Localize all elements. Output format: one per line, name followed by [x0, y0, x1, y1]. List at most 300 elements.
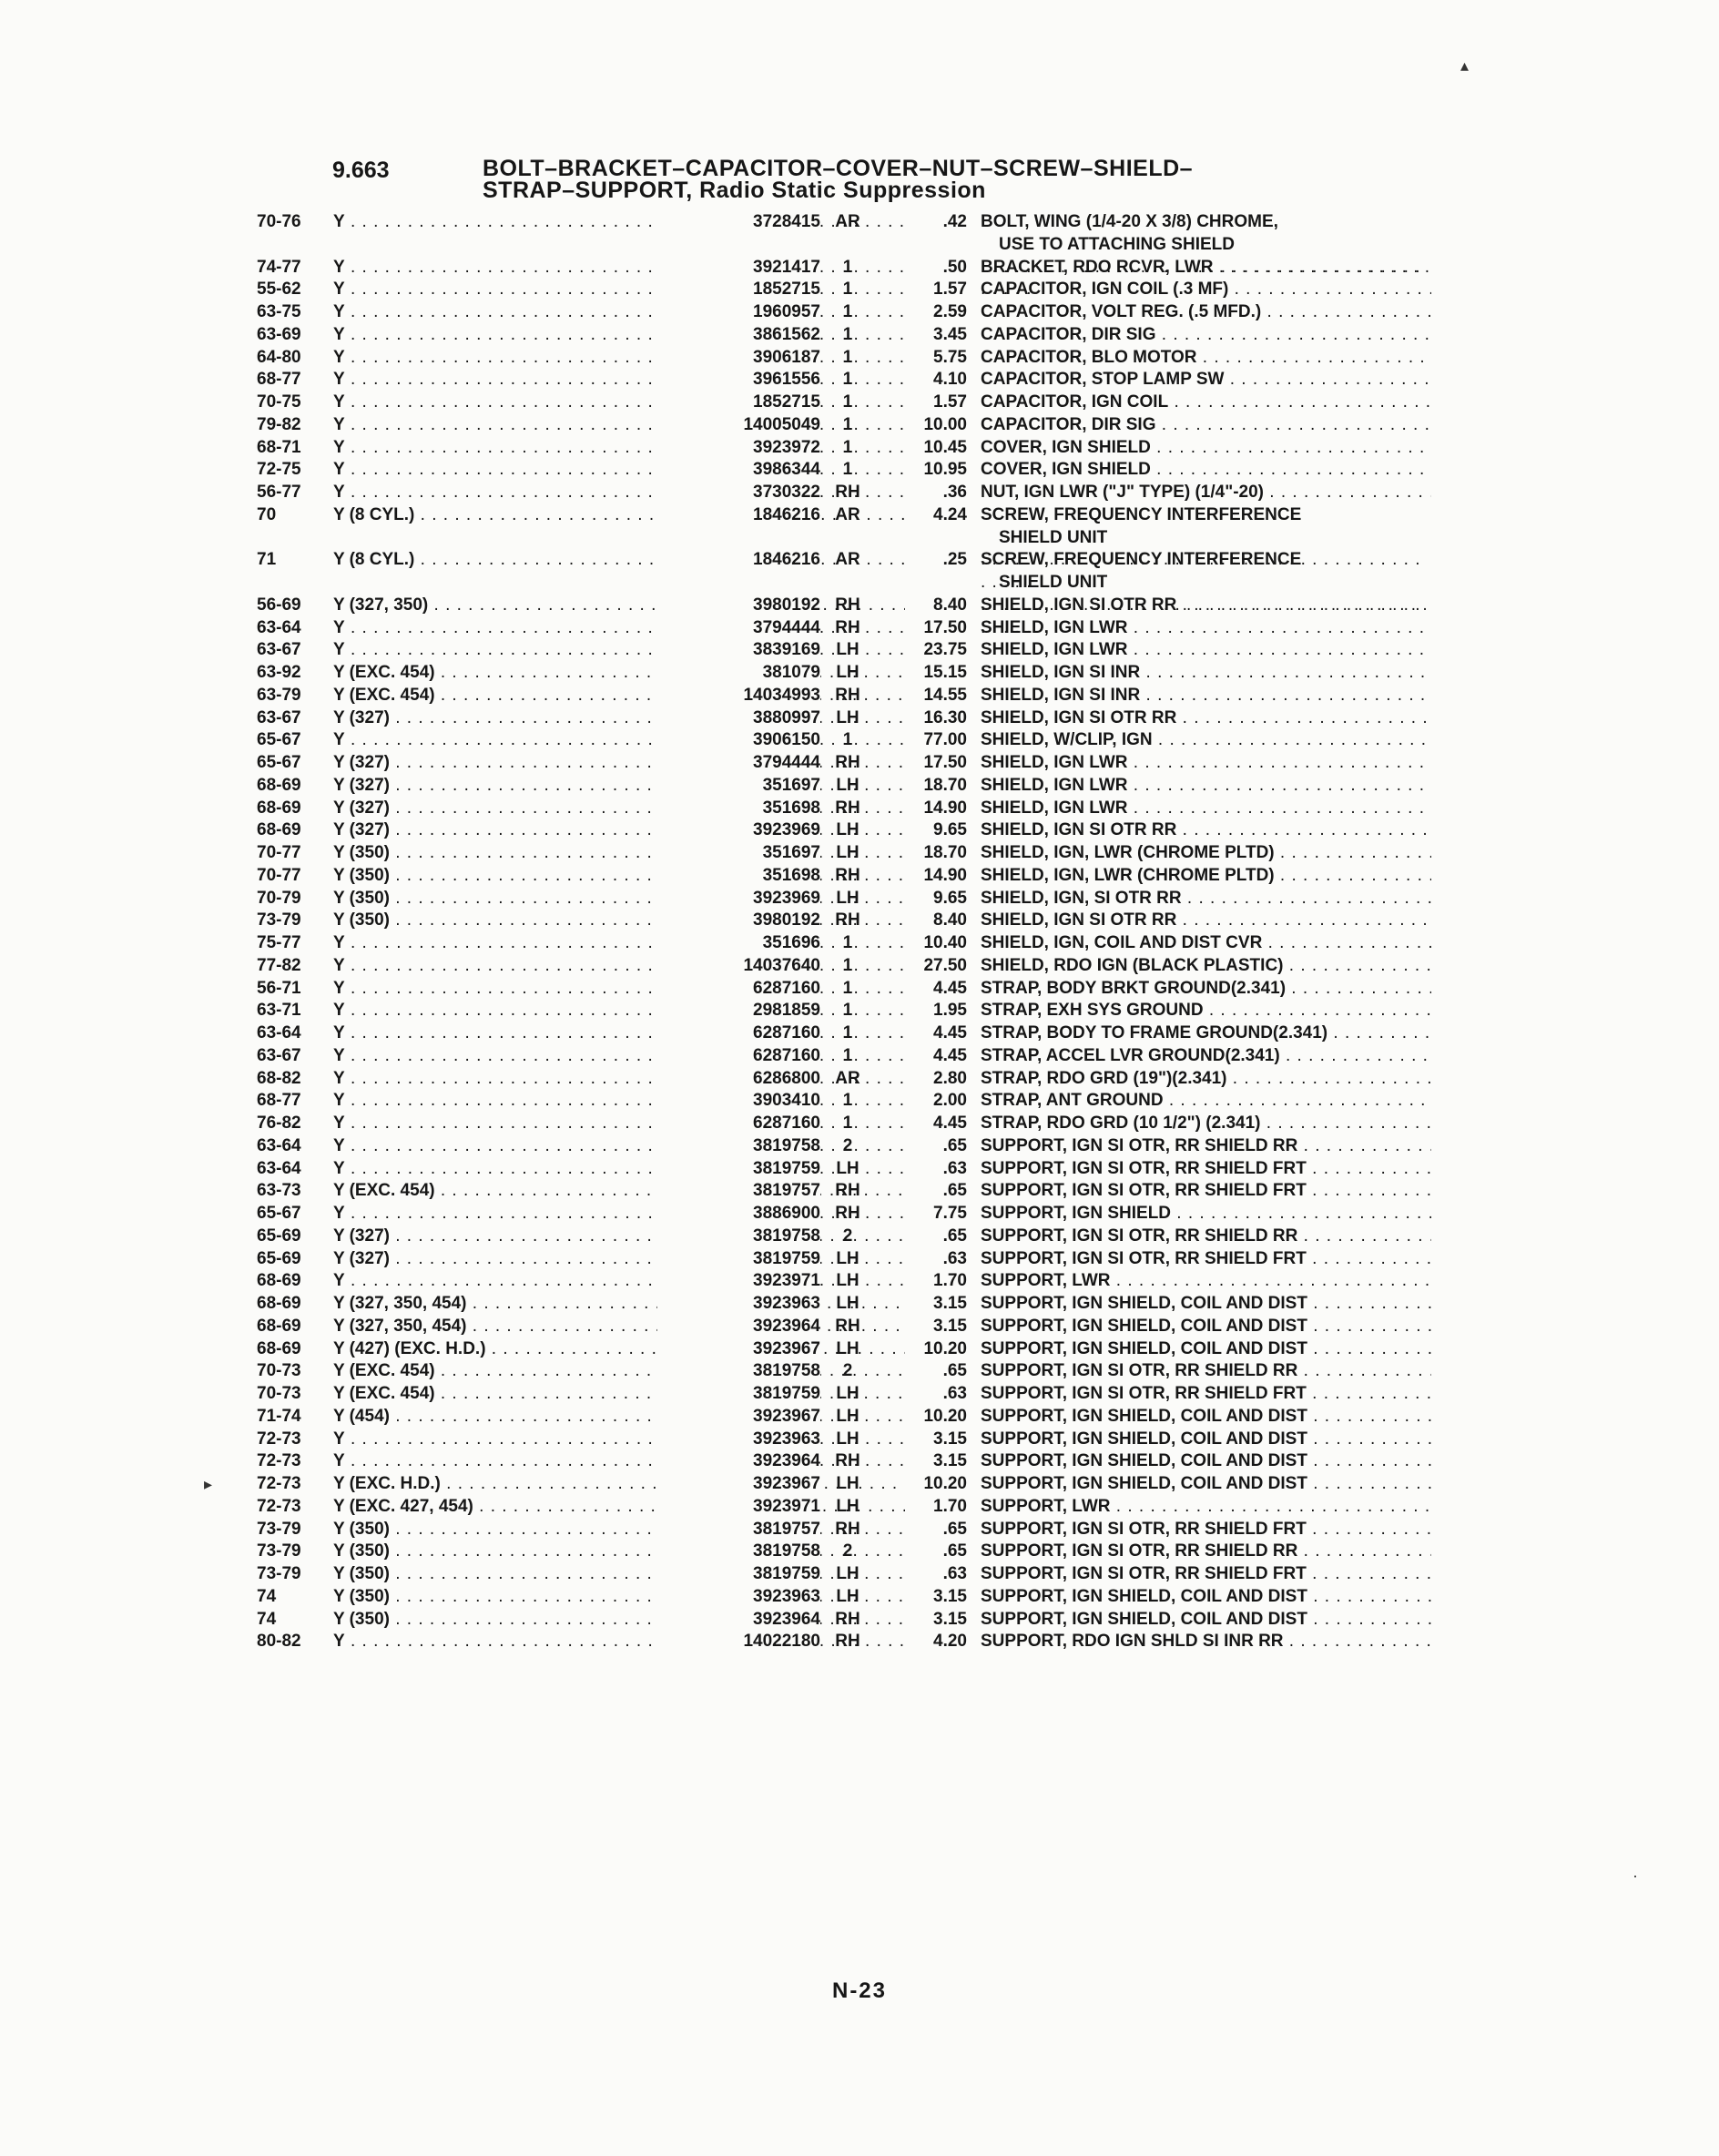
year-cell: 68-69 [257, 775, 301, 795]
part-number-cell: 3730322 [657, 482, 820, 504]
part-number-cell: 3923972 [657, 437, 820, 460]
year-cell: 63-64 [257, 1158, 301, 1178]
price-cell: 1.95 [933, 1001, 967, 1021]
quantity-cell: RH [835, 595, 860, 615]
model-cell: Y . . . [333, 437, 905, 460]
part-number-cell: 381079 [657, 662, 820, 685]
quantity-cell: 1 [842, 955, 853, 975]
part-number-cell: 3839169 [657, 639, 820, 662]
year-cell: 73-79 [257, 1564, 301, 1583]
year-cell: 68-69 [257, 1316, 301, 1336]
price-cell: 9.65 [933, 888, 967, 908]
part-number-cell: 6287160 [657, 978, 820, 1001]
price-cell: 27.50 [923, 955, 967, 975]
year-cell: 65-69 [257, 1225, 301, 1246]
year-cell: 55-62 [257, 280, 301, 300]
year-cell: 75-77 [257, 933, 301, 952]
price-cell: 10.40 [923, 933, 967, 952]
table-row [257, 1180, 1431, 1203]
year-cell: 68-69 [257, 1294, 301, 1313]
table-row [257, 1248, 1431, 1271]
year-cell: 77-82 [257, 955, 301, 975]
quantity-cell: 1 [842, 1091, 853, 1111]
price-cell: 15.15 [923, 663, 967, 682]
price-cell: 9.65 [933, 820, 967, 840]
quantity-cell: 1 [842, 257, 853, 277]
model-cell: Y . . . [333, 1135, 905, 1158]
model-cell: Y . . . [333, 1450, 905, 1473]
price-cell: 77.00 [923, 730, 967, 750]
page-number: N-23 [831, 1978, 888, 2003]
table-row [257, 819, 1431, 842]
part-number-cell: 3819759 [657, 1563, 820, 1586]
model-cell: Y (327) . . . [333, 775, 905, 798]
price-cell: 10.20 [923, 1406, 967, 1426]
table-row [257, 1338, 1431, 1361]
parts-list [257, 211, 1431, 1653]
price-cell: 4.45 [933, 1114, 967, 1133]
quantity-cell: 1 [842, 370, 853, 390]
table-row [257, 775, 1431, 798]
table-row [257, 1203, 1431, 1225]
table-row [257, 504, 1431, 550]
quantity-cell: RH [835, 1316, 860, 1336]
year-cell: 68-77 [257, 370, 301, 390]
year-cell: 68-77 [257, 1091, 301, 1111]
price-cell: 8.40 [933, 910, 967, 931]
model-cell: Y (327, 350, 454) . . . [333, 1316, 905, 1338]
model-cell: Y . . . [333, 1270, 905, 1293]
model-cell: Y (EXC. 427, 454) . . . [333, 1496, 905, 1519]
table-row [257, 842, 1431, 865]
model-cell: Y (350) . . . [333, 842, 905, 865]
description-line-1: BOLT, WING (1/4-20 X 3/8) CHROME, [981, 212, 1278, 231]
table-row [257, 752, 1431, 775]
quantity-cell: AR [835, 504, 860, 524]
year-cell: 63-67 [257, 707, 301, 727]
price-cell: .65 [942, 1181, 967, 1201]
quantity-cell: RH [835, 1632, 860, 1652]
year-cell: 72-75 [257, 460, 301, 480]
year-cell: 63-75 [257, 302, 301, 321]
description-cell: SUPPORT, IGN SHIELD, COIL AND DIST . . . [981, 1473, 1431, 1496]
price-cell: .65 [942, 1135, 967, 1155]
model-cell: Y . . . [333, 324, 905, 347]
table-row [257, 459, 1431, 482]
description-line-2: SHIELD UNIT [999, 527, 1108, 547]
price-cell: 17.50 [923, 617, 967, 637]
table-row [257, 279, 1431, 301]
model-cell: Y . . . [333, 1068, 905, 1091]
part-number-cell: 3923971 [657, 1496, 820, 1519]
model-cell: Y . . . [333, 955, 905, 978]
description-cell: SHIELD, IGN SI OTR RR . . . [981, 819, 1431, 842]
description-cell: SUPPORT, IGN SHIELD . . . [981, 1203, 1431, 1225]
price-cell: 5.75 [933, 347, 967, 367]
table-row [257, 1045, 1431, 1068]
table-row [257, 1158, 1431, 1181]
year-cell: 68-69 [257, 1338, 301, 1358]
scan-speck: · [1633, 1866, 1638, 1885]
model-cell: Y . . . [333, 1022, 905, 1045]
model-cell: Y . . . [333, 729, 905, 752]
table-row [257, 324, 1431, 347]
price-cell: 10.95 [923, 460, 967, 480]
quantity-cell: LH [836, 1586, 860, 1606]
price-cell: .63 [942, 1564, 967, 1583]
description-cell: SUPPORT, IGN SI OTR, RR SHIELD FRT . . . [981, 1180, 1431, 1203]
quantity-cell: LH [836, 1406, 860, 1426]
part-number-cell: 1852715 [657, 279, 820, 301]
year-cell: 56-71 [257, 978, 301, 998]
model-cell: Y . . . [333, 1631, 905, 1653]
model-cell: Y (327) . . . [333, 752, 905, 775]
part-number-cell: 3819758 [657, 1360, 820, 1383]
model-cell: Y (8 CYL.) . . . [333, 549, 905, 572]
year-cell: 70-73 [257, 1384, 301, 1403]
description-cell: SUPPORT, IGN SHIELD, COIL AND DIST . . . [981, 1429, 1431, 1451]
part-number-cell: 2981859 [657, 1000, 820, 1022]
table-row [257, 211, 1431, 257]
part-number-cell: 1846216 [657, 549, 820, 572]
model-cell: Y (327) . . . [333, 1248, 905, 1271]
table-row [257, 301, 1431, 324]
model-cell: Y . . . [333, 257, 905, 280]
price-cell: .65 [942, 1225, 967, 1246]
model-cell: Y (327, 350) . . . [333, 595, 905, 617]
model-cell: Y (350) . . . [333, 888, 905, 910]
table-row [257, 1135, 1431, 1158]
year-cell: 79-82 [257, 414, 301, 434]
quantity-cell: 1 [842, 730, 853, 750]
price-cell: 16.30 [923, 707, 967, 727]
model-cell: Y (427) (EXC. H.D.) . . . [333, 1338, 905, 1361]
year-cell: 64-80 [257, 347, 301, 367]
year-cell: 68-71 [257, 437, 301, 457]
quantity-cell: 1 [842, 302, 853, 321]
part-number-cell: 3819757 [657, 1519, 820, 1541]
price-cell: 10.20 [923, 1474, 967, 1493]
price-cell: .36 [942, 483, 967, 502]
model-cell: Y (EXC. 454) . . . [333, 662, 905, 685]
year-cell: 63-64 [257, 1023, 301, 1042]
year-cell: 56-69 [257, 595, 301, 615]
year-cell: 65-67 [257, 1204, 301, 1223]
part-number-cell: 3906187 [657, 347, 820, 370]
year-cell: 72-73 [257, 1474, 301, 1493]
description-cell: CAPACITOR, DIR SIG . . . [981, 414, 1431, 437]
table-row [257, 1360, 1431, 1383]
quantity-cell: RH [835, 753, 860, 772]
model-cell: Y . . . [333, 369, 905, 392]
description-line-2: SHIELD UNIT [999, 573, 1108, 592]
model-cell: Y (350) . . . [333, 1609, 905, 1632]
quantity-cell: RH [835, 483, 860, 502]
description-cell: SHIELD, IGN SI INR . . . [981, 685, 1431, 707]
scan-speck: ▴ [1460, 56, 1470, 75]
price-cell: 1.70 [933, 1271, 967, 1291]
table-row [257, 1586, 1431, 1609]
price-cell: 4.45 [933, 1023, 967, 1042]
part-number-cell: 14037640 [657, 955, 820, 978]
model-cell: Y (EXC. 454) . . . [333, 1180, 905, 1203]
price-cell: 1.57 [933, 280, 967, 300]
part-number-cell: 3923963 [657, 1429, 820, 1451]
description-cell: SHIELD, IGN LWR . . . [981, 617, 1431, 640]
quantity-cell: AR [835, 550, 860, 570]
description-cell: SUPPORT, LWR . . . [981, 1496, 1431, 1519]
quantity-cell: RH [835, 1451, 860, 1471]
description-cell: SHIELD, IGN LWR . . . [981, 798, 1431, 820]
model-cell: Y (350) . . . [333, 865, 905, 888]
year-cell: 65-67 [257, 730, 301, 750]
part-number-cell: 3923964 [657, 1450, 820, 1473]
table-row [257, 369, 1431, 392]
section-number: 9.663 [332, 158, 390, 183]
description-cell: SUPPORT, IGN SI OTR, RR SHIELD RR . . . [981, 1225, 1431, 1248]
description-cell: SUPPORT, IGN SHIELD, COIL AND DIST . . . [981, 1586, 1431, 1609]
part-number-cell: 3923963 [657, 1293, 820, 1316]
price-cell: 18.70 [923, 843, 967, 862]
model-cell: Y (EXC. H.D.) . . . [333, 1473, 905, 1496]
quantity-cell: 1 [842, 1001, 853, 1021]
price-cell: 3.15 [933, 1586, 967, 1606]
price-cell: 10.20 [923, 1338, 967, 1358]
model-cell: Y (327) . . . [333, 707, 905, 730]
part-number-cell: 3728415 [657, 211, 820, 234]
year-cell: 63-64 [257, 617, 301, 637]
year-cell: 76-82 [257, 1114, 301, 1133]
year-cell: 73-79 [257, 1519, 301, 1539]
year-cell: 70-77 [257, 843, 301, 862]
model-cell: Y . . . [333, 1090, 905, 1113]
price-cell: 1.57 [933, 392, 967, 412]
part-number-cell: 3923967 [657, 1406, 820, 1429]
quantity-cell: LH [836, 843, 860, 862]
table-row [257, 1406, 1431, 1429]
table-row [257, 1090, 1431, 1113]
description-cell: STRAP, ACCEL LVR GROUND(2.341) . . . [981, 1045, 1431, 1068]
quantity-cell: LH [836, 1564, 860, 1583]
part-number-cell: 351697 [657, 842, 820, 865]
price-cell: 4.45 [933, 1045, 967, 1065]
quantity-cell: 1 [842, 1045, 853, 1065]
description-cell: CAPACITOR, IGN COIL . . . [981, 392, 1431, 414]
price-cell: 2.00 [933, 1091, 967, 1111]
table-row [257, 978, 1431, 1001]
table-row [257, 707, 1431, 730]
description-cell: SHIELD, IGN SI OTR RR . . . [981, 707, 1431, 730]
quantity-cell: LH [836, 1338, 860, 1358]
part-number-cell: 3819757 [657, 1180, 820, 1203]
table-row [257, 1473, 1431, 1496]
description-cell: SHIELD, IGN, SI OTR RR . . . [981, 888, 1431, 910]
part-number-cell: 14022180 [657, 1631, 820, 1653]
price-cell: .50 [942, 257, 967, 277]
year-cell: 63-73 [257, 1181, 301, 1201]
description-cell: SUPPORT, RDO IGN SHLD SI INR RR . . . [981, 1631, 1431, 1653]
part-number-cell: 3923971 [657, 1270, 820, 1293]
year-cell: 56-77 [257, 483, 301, 502]
quantity-cell: 1 [842, 324, 853, 344]
model-cell: Y (EXC. 454) . . . [333, 685, 905, 707]
quantity-cell: 1 [842, 280, 853, 300]
part-number-cell: 3819758 [657, 1541, 820, 1563]
table-row [257, 1541, 1431, 1563]
part-number-cell: 1852715 [657, 392, 820, 414]
price-cell: 2.80 [933, 1068, 967, 1088]
part-number-cell: 6286800 [657, 1068, 820, 1091]
year-cell: 70 [257, 504, 277, 524]
table-row [257, 1519, 1431, 1541]
price-cell: .42 [942, 212, 967, 231]
description-cell: SHIELD, IGN, LWR (CHROME PLTD) . . . [981, 865, 1431, 888]
description-cell: SUPPORT, IGN SHIELD, COIL AND DIST . . . [981, 1316, 1431, 1338]
quantity-cell: RH [835, 1204, 860, 1223]
part-number-cell: 3861562 [657, 324, 820, 347]
table-row [257, 1429, 1431, 1451]
table-row [257, 617, 1431, 640]
quantity-cell: 1 [842, 460, 853, 480]
description-cell: SUPPORT, IGN SI OTR, RR SHIELD FRT . . . [981, 1158, 1431, 1181]
model-cell: Y (327) . . . [333, 819, 905, 842]
quantity-cell: LH [836, 640, 860, 660]
year-cell: 72-73 [257, 1496, 301, 1516]
price-cell: 2.59 [933, 302, 967, 321]
model-cell: Y . . . [333, 347, 905, 370]
year-cell: 74-77 [257, 257, 301, 277]
year-cell: 63-71 [257, 1001, 301, 1021]
table-row [257, 1225, 1431, 1248]
quantity-cell: LH [836, 1384, 860, 1403]
year-cell: 68-69 [257, 1271, 301, 1291]
part-number-cell: 3980192 [657, 595, 820, 617]
table-row [257, 595, 1431, 617]
quantity-cell: LH [836, 888, 860, 908]
year-cell: 72-73 [257, 1451, 301, 1471]
model-cell: Y . . . [333, 1113, 905, 1135]
year-cell: 71-74 [257, 1406, 301, 1426]
description-cell: SUPPORT, IGN SI OTR, RR SHIELD FRT . . . [981, 1519, 1431, 1541]
description-cell: SUPPORT, IGN SI OTR, RR SHIELD RR . . . [981, 1135, 1431, 1158]
description-cell: SUPPORT, IGN SHIELD, COIL AND DIST . . . [981, 1406, 1431, 1429]
quantity-cell: RH [835, 1181, 860, 1201]
quantity-cell: LH [836, 663, 860, 682]
scan-speck: ▸ [204, 1475, 213, 1493]
part-number-cell: 3886900 [657, 1203, 820, 1225]
quantity-cell: RH [835, 798, 860, 818]
description-cell: SUPPORT, LWR . . . [981, 1270, 1431, 1293]
year-cell: 74 [257, 1609, 277, 1629]
description-cell: CAPACITOR, STOP LAMP SW . . . [981, 369, 1431, 392]
price-cell: 17.50 [923, 753, 967, 772]
table-row [257, 414, 1431, 437]
quantity-cell: 1 [842, 437, 853, 457]
part-number-cell: 351696 [657, 932, 820, 955]
description-cell: CAPACITOR, DIR SIG . . . [981, 324, 1431, 347]
description-cell: SHIELD, IGN, LWR (CHROME PLTD) . . . [981, 842, 1431, 865]
quantity-cell: 1 [842, 1023, 853, 1042]
table-row [257, 729, 1431, 752]
table-row [257, 392, 1431, 414]
part-number-cell: 3819759 [657, 1158, 820, 1181]
part-number-cell: 3819758 [657, 1135, 820, 1158]
year-cell: 71 [257, 550, 277, 570]
quantity-cell: LH [836, 775, 860, 795]
price-cell: .63 [942, 1384, 967, 1403]
description-cell: SHIELD, IGN LWR . . . [981, 775, 1431, 798]
table-row [257, 1000, 1431, 1022]
table-row [257, 955, 1431, 978]
description-cell: CAPACITOR, BLO MOTOR . . . [981, 347, 1431, 370]
model-cell: Y (EXC. 454) . . . [333, 1383, 905, 1406]
price-cell: 14.55 [923, 685, 967, 705]
price-cell: 8.40 [933, 595, 967, 615]
table-row [257, 639, 1431, 662]
table-row [257, 1496, 1431, 1519]
model-cell: Y . . . [333, 1000, 905, 1022]
price-cell: .63 [942, 1248, 967, 1268]
model-cell: Y . . . [333, 279, 905, 301]
description-cell: SUPPORT, IGN SI OTR, RR SHIELD FRT . . . [981, 1383, 1431, 1406]
description-cell: SUPPORT, IGN SI OTR, RR SHIELD FRT . . . [981, 1248, 1431, 1271]
table-row [257, 437, 1431, 460]
quantity-cell: LH [836, 1248, 860, 1268]
table-row [257, 910, 1431, 932]
quantity-cell: 1 [842, 978, 853, 998]
year-cell: 68-69 [257, 798, 301, 818]
description-line-1: SCREW, FREQUENCY INTERFERENCE [981, 504, 1302, 524]
price-cell: 1.70 [933, 1496, 967, 1516]
part-number-cell: 3923969 [657, 819, 820, 842]
model-cell: Y (350) . . . [333, 910, 905, 932]
year-cell: 63-67 [257, 640, 301, 660]
description-cell: STRAP, BODY TO FRAME GROUND(2.341) . . . [981, 1022, 1431, 1045]
part-number-cell: 351697 [657, 775, 820, 798]
table-row [257, 798, 1431, 820]
year-cell: 80-82 [257, 1632, 301, 1652]
model-cell: Y (327, 350, 454) . . . [333, 1293, 905, 1316]
year-cell: 68-69 [257, 820, 301, 840]
model-cell: Y (EXC. 454) . . . [333, 1360, 905, 1383]
description-cell: STRAP, RDO GRD (19")(2.341) . . . [981, 1068, 1431, 1091]
year-cell: 63-64 [257, 1135, 301, 1155]
table-row [257, 257, 1431, 280]
year-cell: 70-79 [257, 888, 301, 908]
model-cell: Y (350) . . . [333, 1519, 905, 1541]
description-cell: COVER, IGN SHIELD . . . [981, 437, 1431, 460]
quantity-cell: 1 [842, 347, 853, 367]
model-cell: Y . . . [333, 978, 905, 1001]
table-row [257, 685, 1431, 707]
model-cell: Y . . . [333, 1429, 905, 1451]
part-number-cell: 6287160 [657, 1022, 820, 1045]
price-cell: 14.90 [923, 798, 967, 818]
quantity-cell: LH [836, 1496, 860, 1516]
table-row [257, 1022, 1431, 1045]
quantity-cell: RH [835, 865, 860, 885]
description-cell: SUPPORT, IGN SI OTR, RR SHIELD RR . . . [981, 1360, 1431, 1383]
description-cell: NUT, IGN LWR ("J" TYPE) (1/4"-20) . . . [981, 482, 1431, 504]
year-cell: 70-76 [257, 212, 301, 231]
model-cell: Y (350) . . . [333, 1586, 905, 1609]
quantity-cell: 2 [842, 1541, 853, 1561]
price-cell: 18.70 [923, 775, 967, 795]
model-cell: Y (8 CYL.) . . . [333, 504, 905, 527]
table-row [257, 1631, 1431, 1653]
table-row [257, 1113, 1431, 1135]
description-cell: SUPPORT, IGN SHIELD, COIL AND DIST . . . [981, 1338, 1431, 1361]
